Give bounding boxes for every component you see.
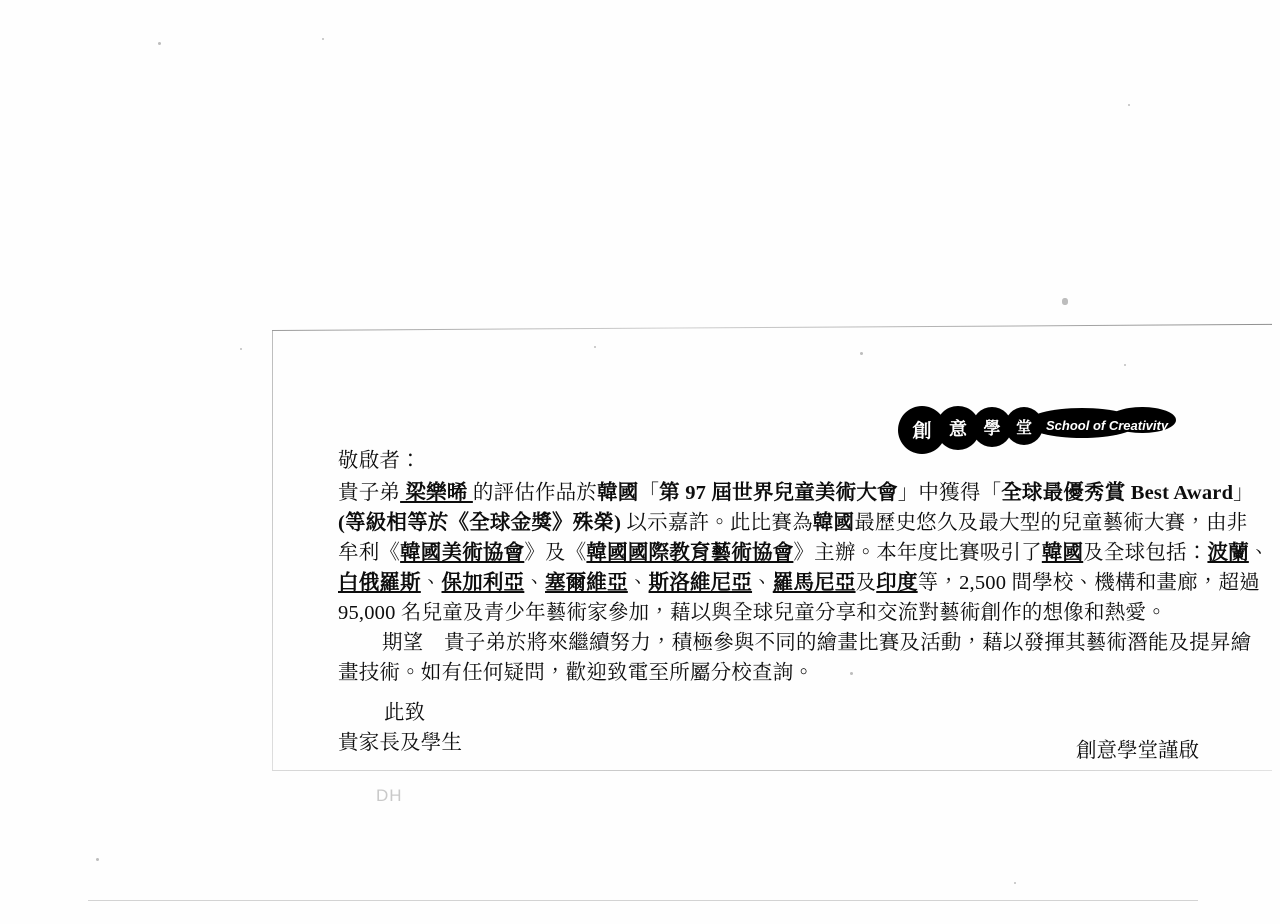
svg-text:創: 創 (912, 421, 932, 442)
student-name: 梁樂晞 (400, 482, 473, 504)
svg-text:意: 意 (949, 419, 967, 439)
scan-speck (1062, 298, 1068, 305)
text-run: 牟利《 (338, 542, 401, 564)
text-run: 及 (855, 572, 877, 594)
award-grade: (等級相等於《全球金獎》殊榮) (338, 512, 622, 534)
scan-speck (1124, 364, 1126, 366)
text-run: 、 (524, 572, 546, 594)
text-run: 貴子弟 (338, 482, 401, 504)
body-line-7 (338, 658, 1200, 688)
text-run: 的評估作品於 (472, 482, 598, 504)
organizer-name: 韓國美術協會 (400, 542, 525, 564)
country-name: 韓國 (1041, 542, 1084, 564)
salutation: 敬啟者： (338, 450, 421, 472)
country-name: 羅馬尼亞 (772, 572, 856, 594)
text-run: 「 (638, 482, 660, 504)
text-run: 」 (1233, 482, 1254, 504)
text-run: 等，2,500 間學校、機構和畫廊，超過 (917, 572, 1260, 594)
body-line-5 (338, 598, 1200, 628)
scan-stamp-mark: DH (376, 786, 403, 805)
signature: 創意學堂謹啟 (1076, 740, 1199, 762)
body-line-4 (338, 568, 1260, 598)
country-name: 塞爾維亞 (545, 572, 628, 594)
text-run: 韓國 (597, 482, 639, 504)
text-run: 》及《 (524, 542, 587, 564)
scan-speck (322, 38, 324, 40)
scan-speck (860, 352, 863, 355)
country-name: 波蘭 (1207, 542, 1249, 564)
svg-text:學: 學 (983, 419, 1001, 438)
closing-line (338, 698, 1200, 728)
text-run: 畫技術。如有任何疑問，歡迎致電至所屬分校查詢。 (338, 662, 815, 684)
scan-artifact-line-bottom (272, 770, 1272, 771)
text-run: 韓國 (812, 512, 855, 534)
body-line-6 (338, 628, 1252, 658)
text-run: 、 (1248, 542, 1270, 564)
letter-body (338, 446, 1270, 758)
text-run: 」中獲得「 (897, 482, 1002, 504)
scan-artifact-page-bottom (88, 900, 1198, 901)
scan-speck (1128, 104, 1130, 106)
text-run: 期望 貴子弟於將來繼續努力，積極參與不同的繪畫比賽及活動，藉以發揮其藝術潛能及提昇繪 (382, 632, 1252, 654)
scan-speck (240, 348, 242, 350)
svg-text:堂: 堂 (1015, 420, 1033, 437)
country-name: 白俄羅斯 (338, 572, 421, 594)
text-run: 最歷史悠久及最大型的兒童藝術大賽，由非 (854, 512, 1248, 534)
closing-text: 此致 (384, 702, 426, 724)
scan-artifact-line-top (272, 324, 1272, 331)
body-line-2 (338, 508, 1248, 538)
text-run: 以示嘉許。此比賽為 (621, 512, 813, 534)
text-run: 、 (627, 572, 649, 594)
addressee-line: 貴家長及學生 (338, 732, 463, 754)
svg-text:School of Creativity: School of Creativity (1046, 418, 1169, 433)
text-run: 》主辦。本年度比賽吸引了 (793, 542, 1042, 564)
body-line-3 (338, 538, 1270, 568)
body-line-1 (338, 478, 1254, 508)
country-name: 保加利亞 (441, 572, 525, 594)
organizer-name: 韓國國際教育藝術協會 (586, 542, 794, 564)
country-name: 印度 (876, 572, 918, 594)
scan-speck (594, 346, 596, 348)
award-name: 全球最優秀賞 Best Award (1001, 482, 1234, 504)
text-run: 及全球包括： (1083, 542, 1208, 564)
text-run: 、 (752, 572, 773, 594)
country-name: 斯洛維尼亞 (648, 572, 753, 594)
scan-speck (158, 42, 161, 45)
scan-speck (96, 858, 99, 861)
competition-name: 第 97 屆世界兒童美術大會 (659, 482, 898, 504)
scan-speck (1014, 882, 1016, 884)
text-run: 95,000 名兒童及青少年藝術家參加，藉以與全球兒童分享和交流對藝術創作的想像和熱愛。 (338, 602, 1167, 624)
text-run: 、 (420, 572, 442, 594)
scan-artifact-edge-left (272, 331, 273, 771)
